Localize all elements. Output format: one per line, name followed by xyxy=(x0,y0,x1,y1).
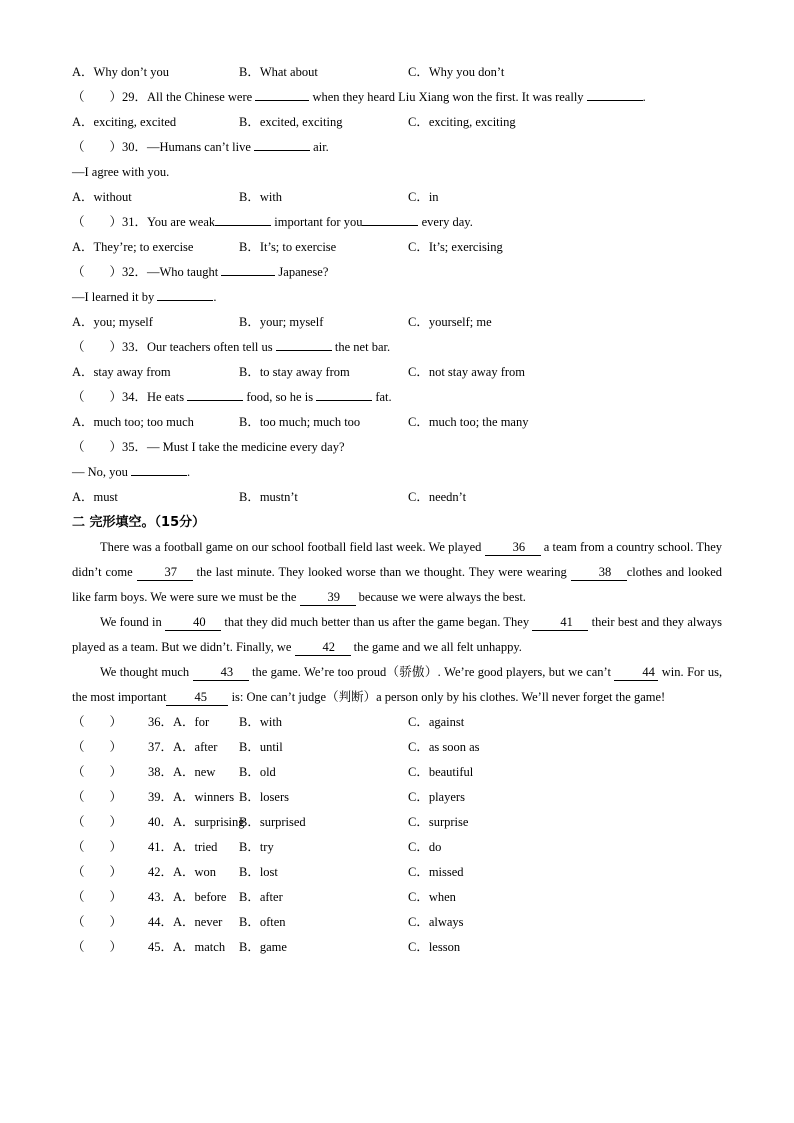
option-b: B．losers xyxy=(239,790,290,804)
options-row xyxy=(72,185,722,210)
question-33 xyxy=(72,335,722,360)
answer-blank xyxy=(255,85,309,101)
option-a: 44．A．never xyxy=(148,915,223,929)
option-c: C．not stay away from xyxy=(408,365,525,379)
answer-blank xyxy=(187,385,243,401)
option-c: C．needn’t xyxy=(408,490,467,504)
option-b: B．What about xyxy=(239,65,318,79)
option-a: 41．A．tried xyxy=(148,840,218,854)
question-text: （ ）32．—Who taught xyxy=(72,265,219,279)
question-31 xyxy=(72,210,722,235)
cloze-blank-41: 41 xyxy=(532,614,588,631)
answer-paren: （ ） xyxy=(72,840,123,854)
options-row xyxy=(72,410,722,435)
option-a: A．Why don’t you xyxy=(72,65,169,79)
question-text: when they heard Liu Xiang won the first. It was really xyxy=(312,90,584,104)
passage-text: because we were always the best. xyxy=(358,590,526,604)
option-b: B．surprised xyxy=(239,815,306,829)
options-row xyxy=(72,360,722,385)
passage-text: clothes and looked like farm boys. We were sure we must be the xyxy=(72,565,723,604)
option-a: A．much too; too much xyxy=(72,415,194,429)
answer-blank xyxy=(221,260,275,276)
answer-paren: （ ） xyxy=(72,940,123,954)
option-c: C．exciting, exciting xyxy=(408,115,516,129)
option-a: 42．A．won xyxy=(148,865,217,879)
question-text: fat. xyxy=(375,390,392,404)
options-row xyxy=(72,310,722,335)
option-a: 37．A．after xyxy=(148,740,218,754)
passage-text: We found in xyxy=(100,615,162,629)
answer-paren: （ ） xyxy=(72,765,123,779)
passage-text: the game. We’re too proud（骄傲）. We’re good players, but we can’t xyxy=(251,665,611,679)
question-text: every day. xyxy=(421,215,473,229)
question-text: . xyxy=(642,90,646,104)
option-a: A．stay away from xyxy=(72,365,171,379)
option-c: C．lesson xyxy=(408,940,461,954)
passage-text: win. For us, the most important xyxy=(72,665,723,704)
question-34 xyxy=(72,385,722,410)
option-c: C．yourself; me xyxy=(408,315,492,329)
passage-text: the last minute. They looked worse than we thought. They were wearing xyxy=(196,565,567,579)
option-b: B．until xyxy=(239,740,283,754)
reply-text: —I learned it by xyxy=(72,290,155,304)
answer-blank xyxy=(587,85,643,101)
question-32 xyxy=(72,260,722,285)
passage-text: that they did much better than us after the game began. They xyxy=(224,615,530,629)
cloze-item xyxy=(72,835,722,860)
option-b: B．with xyxy=(239,190,283,204)
option-b: B．with xyxy=(239,715,283,729)
cloze-blank-45: 45 xyxy=(166,689,228,706)
cloze-blank-38: 38 xyxy=(571,564,627,581)
answer-paren: （ ） xyxy=(72,890,123,904)
answer-blank xyxy=(157,285,213,301)
question-text: （ ）29．All the Chinese were xyxy=(72,90,253,104)
option-c: C．Why you don’t xyxy=(408,65,505,79)
answer-paren: （ ） xyxy=(72,740,123,754)
option-a: A．must xyxy=(72,490,118,504)
reply-text: . xyxy=(187,465,191,479)
reply-text: — No, you xyxy=(72,465,128,479)
passage-paragraph-3 xyxy=(72,660,722,710)
option-b: B．It’s; to exercise xyxy=(239,240,337,254)
section-heading: 二 完形填空。（15分） xyxy=(72,515,206,530)
option-b: B．to stay away from xyxy=(239,365,350,379)
option-a: 39．A．winners xyxy=(148,790,235,804)
passage-text: a team from a country school. They didn’t come xyxy=(72,540,722,579)
answer-paren: （ ） xyxy=(72,915,123,929)
option-a: A．exciting, excited xyxy=(72,115,177,129)
options-row xyxy=(72,485,722,510)
passage-text: their best and they always played as a team. But we didn’t. Finally, we xyxy=(72,615,723,654)
option-c: C．against xyxy=(408,715,465,729)
option-a: A．you; myself xyxy=(72,315,153,329)
answer-blank xyxy=(316,385,372,401)
cloze-blank-39: 39 xyxy=(300,589,356,606)
answer-paren: （ ） xyxy=(72,815,123,829)
dialogue-reply xyxy=(72,160,722,185)
answer-paren: （ ） xyxy=(72,790,123,804)
option-b: B．try xyxy=(239,840,274,854)
option-b: B．old xyxy=(239,765,276,779)
option-c: C．It’s; exercising xyxy=(408,240,503,254)
option-a: 40．A．surprising xyxy=(148,815,245,829)
cloze-item xyxy=(72,885,722,910)
question-text: the net bar. xyxy=(334,340,391,354)
exam-page xyxy=(72,60,722,960)
cloze-blank-37: 37 xyxy=(137,564,193,581)
option-c: C．players xyxy=(408,790,465,804)
option-a: 38．A．new xyxy=(148,765,216,779)
option-b: B．mustn’t xyxy=(239,490,298,504)
question-35 xyxy=(72,435,722,460)
dialogue-reply xyxy=(72,460,722,485)
option-c: C．missed xyxy=(408,865,464,879)
cloze-item xyxy=(72,810,722,835)
question-text: （ ）35．— Must I take the medicine every day? xyxy=(72,440,345,454)
option-a: 43．A．before xyxy=(148,890,227,904)
option-a: 36．A．for xyxy=(148,715,210,729)
cloze-item xyxy=(72,785,722,810)
question-text: Japanese? xyxy=(278,265,329,279)
options-row xyxy=(72,235,722,260)
option-b: B．excited, exciting xyxy=(239,115,343,129)
question-text: （ ）34．He eats xyxy=(72,390,185,404)
passage-text: the game and we all felt unhappy. xyxy=(353,640,522,654)
answer-blank xyxy=(131,460,187,476)
cloze-blank-44: 44 xyxy=(614,664,658,681)
answer-blank xyxy=(254,135,310,151)
answer-blank xyxy=(362,210,418,226)
question-text: important for you xyxy=(274,215,363,229)
options-row xyxy=(72,60,722,85)
question-text: air. xyxy=(313,140,329,154)
option-c: C．much too; the many xyxy=(408,415,529,429)
option-b: B．lost xyxy=(239,865,278,879)
option-a: 45．A．match xyxy=(148,940,226,954)
cloze-blank-43: 43 xyxy=(193,664,249,681)
cloze-blank-42: 42 xyxy=(295,639,351,656)
option-c: C．do xyxy=(408,840,442,854)
cloze-item xyxy=(72,910,722,935)
option-c: C．always xyxy=(408,915,464,929)
answer-paren: （ ） xyxy=(72,715,123,729)
options-row xyxy=(72,110,722,135)
option-a: A．They’re; to exercise xyxy=(72,240,194,254)
option-b: B．too much; much too xyxy=(239,415,361,429)
cloze-blank-40: 40 xyxy=(165,614,221,631)
reply-text: —I agree with you. xyxy=(72,165,170,179)
question-29 xyxy=(72,85,722,110)
reply-text: . xyxy=(213,290,217,304)
answer-blank xyxy=(276,335,332,351)
cloze-options-list xyxy=(72,710,722,960)
question-text: food, so he is xyxy=(246,390,314,404)
option-c: C．in xyxy=(408,190,439,204)
cloze-item xyxy=(72,760,722,785)
passage-paragraph-2 xyxy=(72,610,722,660)
question-30 xyxy=(72,135,722,160)
cloze-item xyxy=(72,735,722,760)
option-b: B．game xyxy=(239,940,287,954)
option-b: B．your; myself xyxy=(239,315,324,329)
option-b: B．often xyxy=(239,915,286,929)
passage-paragraph-1 xyxy=(72,535,722,610)
cloze-blank-36: 36 xyxy=(485,539,541,556)
option-a: A．without xyxy=(72,190,132,204)
option-c: C．beautiful xyxy=(408,765,474,779)
answer-paren: （ ） xyxy=(72,865,123,879)
option-c: C．surprise xyxy=(408,815,469,829)
passage-text: We thought much xyxy=(100,665,190,679)
cloze-item xyxy=(72,860,722,885)
cloze-item xyxy=(72,935,722,960)
question-text: （ ）30．—Humans can’t live xyxy=(72,140,251,154)
cloze-item xyxy=(72,710,722,735)
option-c: C．as soon as xyxy=(408,740,480,754)
dialogue-reply xyxy=(72,285,722,310)
passage-text: There was a football game on our school football field last week. We played xyxy=(100,540,482,554)
passage-text: is: One can’t judge（判断）a person only by his clothes. We’ll never forget the game! xyxy=(231,690,666,704)
option-b: B．after xyxy=(239,890,283,904)
answer-blank xyxy=(215,210,271,226)
question-text: （ ）31．You are weak xyxy=(72,215,216,229)
option-c: C．when xyxy=(408,890,456,904)
question-text: （ ）33．Our teachers often tell us xyxy=(72,340,273,354)
